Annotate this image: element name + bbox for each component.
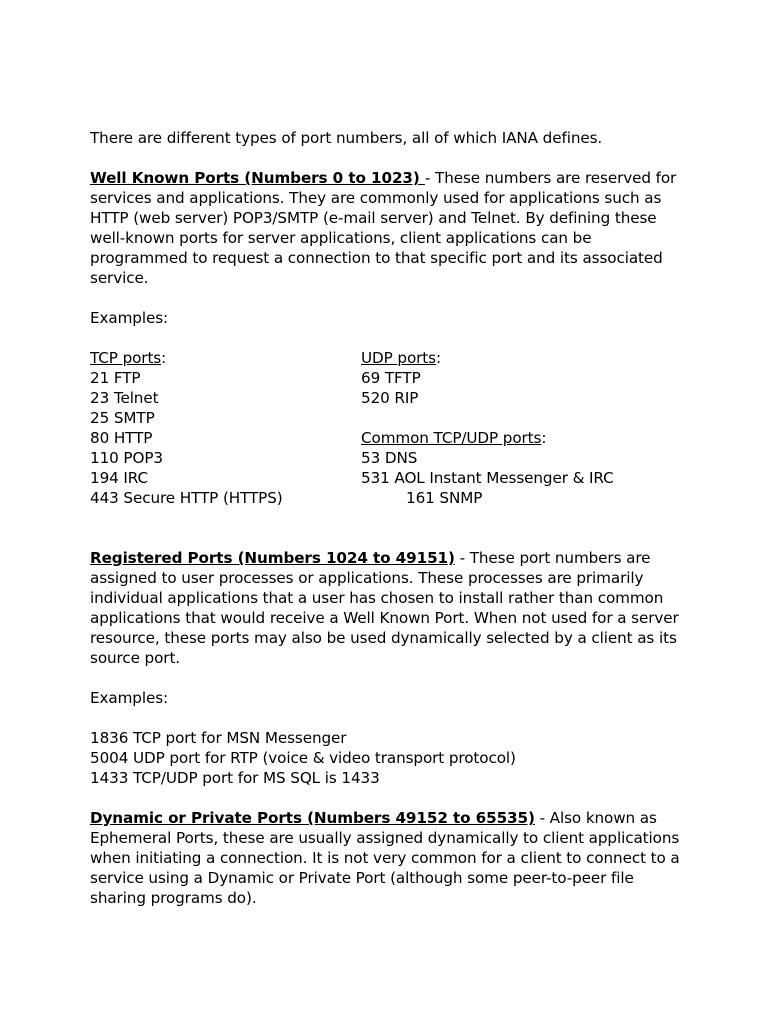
registered-paragraph (90, 548, 690, 668)
well-known-paragraph (90, 168, 690, 288)
spacer (90, 708, 690, 728)
registered-example-item: 1836 TCP port for MSN Messenger (90, 729, 347, 747)
dynamic-body: - Also known as Ephemeral Ports, these are usually assigned dynamically to client applications when initiating a connection. It is not very common for a client to connect to a service using a Dynamic or Private Port (although some peer-to-peer file sharing programs do). (90, 809, 680, 907)
tcp-port-item: 23 Telnet (90, 389, 159, 407)
port-columns (90, 348, 690, 508)
udp-port-item: 520 RIP (361, 389, 419, 407)
common-port-item: 53 DNS (361, 449, 418, 467)
spacer (90, 288, 690, 308)
tcp-port-item: 80 HTTP (90, 429, 153, 447)
tcp-port-item: 194 IRC (90, 469, 148, 487)
tcp-port-item: 21 FTP (90, 369, 141, 387)
udp-ports-column (361, 348, 614, 508)
common-port-item: 531 AOL Instant Messenger & IRC (361, 469, 614, 487)
spacer (90, 788, 690, 808)
tcp-port-item: 110 POP3 (90, 449, 163, 467)
registered-heading: Registered Ports (Numbers 1024 to 49151) (90, 549, 455, 567)
document-page (90, 128, 690, 908)
tcp-ports-heading: TCP ports: (90, 349, 167, 367)
registered-example-item: 5004 UDP port for RTP (voice & video transport protocol) (90, 749, 516, 767)
tcp-port-item: 443 Secure HTTP (HTTPS) (90, 489, 283, 507)
udp-port-item: 69 TFTP (361, 369, 421, 387)
common-ports-heading: Common TCP/UDP ports: (361, 429, 547, 447)
registered-examples-label: Examples: (90, 689, 169, 707)
well-known-examples-label: Examples: (90, 309, 169, 327)
spacer (90, 508, 690, 528)
udp-ports-heading: UDP ports: (361, 349, 441, 367)
spacer (90, 668, 690, 688)
dynamic-paragraph (90, 808, 690, 908)
well-known-body: - These numbers are reserved for services and applications. They are commonly used for applications such as HTTP (web server) POP3/SMTP (e-mail server) and Telnet. By defining these well-known ports for server applications, client applications can be programmed to request a connection to that specific port and its associated service. (90, 169, 677, 287)
spacer (361, 408, 614, 428)
common-port-item: 161 SNMP (406, 489, 483, 507)
spacer (90, 528, 690, 548)
well-known-heading: Well Known Ports (Numbers 0 to 1023) (90, 169, 425, 187)
spacer (90, 328, 690, 348)
registered-example-item: 1433 TCP/UDP port for MS SQL is 1433 (90, 769, 380, 787)
intro-paragraph: There are different types of port numbers, all of which IANA defines. (90, 129, 603, 147)
spacer (90, 148, 690, 168)
dynamic-heading: Dynamic or Private Ports (Numbers 49152 to 65535) (90, 809, 535, 827)
registered-body: - These port numbers are assigned to user processes or applications. These processes are primarily individual applications that a user has chosen to install rather than common applications that would receive a Well Known Port. When not used for a server resource, these ports may also be used dynamically selected by a client as its source port. (90, 549, 679, 667)
tcp-ports-column (90, 348, 283, 508)
tcp-port-item: 25 SMTP (90, 409, 155, 427)
